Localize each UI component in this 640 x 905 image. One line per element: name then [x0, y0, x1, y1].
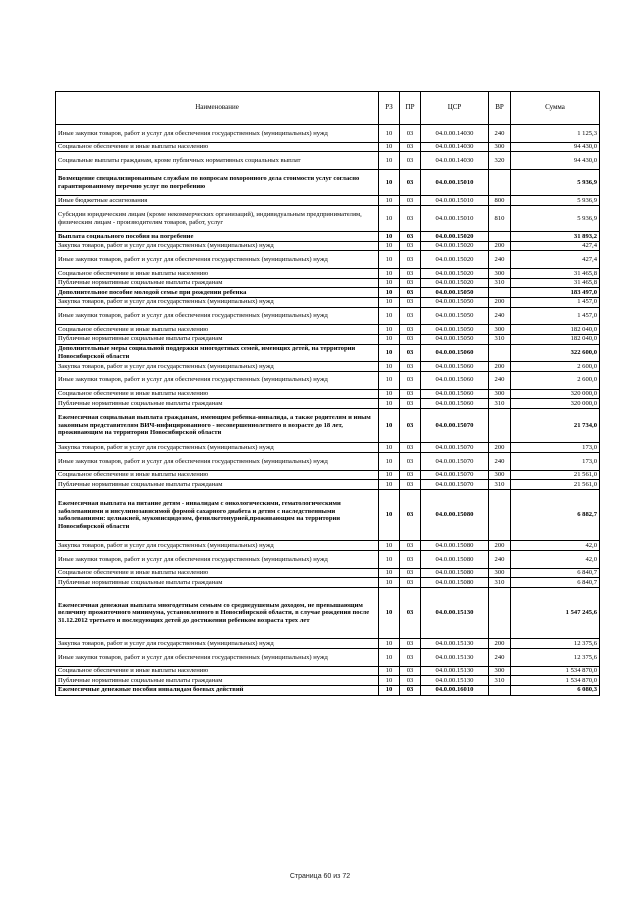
- cell-name: Иные закупки товаров, работ и услуг для обеспечения государственных (муниципальных) нужд: [56, 371, 379, 389]
- cell-rz: 10: [379, 241, 400, 251]
- cell-pr: 03: [400, 344, 421, 362]
- cell-sum: 21 734,0: [511, 408, 600, 443]
- cell-pr: 03: [400, 649, 421, 667]
- cell-csr: 04.0.00.15130: [421, 639, 489, 649]
- cell-rz: 10: [379, 480, 400, 490]
- cell-sum: 320 000,0: [511, 389, 600, 399]
- cell-pr: 03: [400, 232, 421, 242]
- cell-vr: [489, 588, 511, 639]
- cell-sum: 31 893,2: [511, 232, 600, 242]
- cell-sum: 12 375,6: [511, 649, 600, 667]
- cell-rz: 10: [379, 676, 400, 686]
- cell-sum: 1 457,0: [511, 297, 600, 307]
- cell-vr: 310: [489, 334, 511, 344]
- cell-sum: 6 840,7: [511, 578, 600, 588]
- cell-sum: 42,0: [511, 541, 600, 551]
- cell-name: Публичные нормативные социальные выплаты гражданам: [56, 480, 379, 490]
- table-row: [56, 453, 600, 471]
- table-row: [56, 480, 600, 490]
- table-row: [56, 588, 600, 639]
- cell-sum: 1 534 870,0: [511, 666, 600, 676]
- cell-name: Иные закупки товаров, работ и услуг для обеспечения государственных (муниципальных) нужд: [56, 453, 379, 471]
- cell-name: Иные закупки товаров, работ и услуг для обеспечения государственных (муниципальных) нужд: [56, 551, 379, 569]
- cell-rz: 10: [379, 399, 400, 409]
- cell-csr: 04.0.00.14030: [421, 152, 489, 170]
- cell-name: Социальные выплаты гражданам, кроме публичных нормативных социальных выплат: [56, 152, 379, 170]
- cell-rz: 10: [379, 142, 400, 152]
- table-row: [56, 232, 600, 242]
- cell-sum: 6 882,7: [511, 490, 600, 541]
- table-row: [56, 142, 600, 152]
- cell-vr: 240: [489, 371, 511, 389]
- cell-name: Иные закупки товаров, работ и услуг для обеспечения государственных (муниципальных) нужд: [56, 251, 379, 269]
- table-row: [56, 344, 600, 362]
- cell-vr: [489, 170, 511, 196]
- cell-pr: 03: [400, 278, 421, 288]
- cell-vr: 310: [489, 578, 511, 588]
- cell-rz: 10: [379, 362, 400, 372]
- cell-rz: 10: [379, 588, 400, 639]
- cell-vr: 300: [489, 666, 511, 676]
- cell-pr: 03: [400, 125, 421, 143]
- cell-vr: [489, 344, 511, 362]
- cell-rz: 10: [379, 269, 400, 279]
- cell-rz: 10: [379, 551, 400, 569]
- cell-csr: 04.0.00.16010: [421, 685, 489, 695]
- cell-csr: 04.0.00.15060: [421, 362, 489, 372]
- cell-csr: 04.0.00.15050: [421, 307, 489, 325]
- cell-vr: 240: [489, 251, 511, 269]
- cell-csr: 04.0.00.15080: [421, 490, 489, 541]
- cell-name: Ежемесячная выплата на питание детям - инвалидам с онкологическими, гематологическими заболеваниями и инсулинозависимой формой сахарного диабета и детям с наследственными заболеваниями: целиакией, муковисцидозом, фенилкетонурией,проживающим на территории Новосибирской области: [56, 490, 379, 541]
- cell-csr: 04.0.00.15060: [421, 399, 489, 409]
- cell-vr: 240: [489, 125, 511, 143]
- cell-rz: 10: [379, 334, 400, 344]
- cell-vr: [489, 232, 511, 242]
- table-row: [56, 541, 600, 551]
- cell-sum: 1 534 870,0: [511, 676, 600, 686]
- cell-csr: 04.0.00.15020: [421, 251, 489, 269]
- page-number: Страница 60 из 72: [289, 873, 351, 880]
- cell-sum: 182 040,0: [511, 334, 600, 344]
- cell-vr: 810: [489, 205, 511, 231]
- cell-rz: 10: [379, 251, 400, 269]
- cell-rz: 10: [379, 152, 400, 170]
- cell-pr: 03: [400, 334, 421, 344]
- cell-name: Закупка товаров, работ и услуг для государственных (муниципальных) нужд: [56, 362, 379, 372]
- cell-name: Ежемесячная денежная выплата многодетным семьям со среднедушевым доходом, не превышающим величину прожиточного минимума, установленного в Новосибирской области, в случае рождения после 31.12.2012 третьего и последующих детей до достижения ребенком возраста трех лет: [56, 588, 379, 639]
- cell-pr: 03: [400, 470, 421, 480]
- cell-vr: 300: [489, 325, 511, 335]
- cell-sum: 1 457,0: [511, 307, 600, 325]
- cell-pr: 03: [400, 371, 421, 389]
- table-row: [56, 371, 600, 389]
- cell-rz: 10: [379, 568, 400, 578]
- cell-vr: 200: [489, 443, 511, 453]
- cell-sum: 5 936,9: [511, 170, 600, 196]
- cell-vr: 200: [489, 362, 511, 372]
- cell-vr: 310: [489, 480, 511, 490]
- cell-vr: [489, 685, 511, 695]
- cell-sum: 94 430,0: [511, 152, 600, 170]
- cell-name: Иные закупки товаров, работ и услуг для обеспечения государственных (муниципальных) нужд: [56, 307, 379, 325]
- cell-csr: 04.0.00.15070: [421, 453, 489, 471]
- cell-vr: 320: [489, 152, 511, 170]
- cell-vr: 240: [489, 551, 511, 569]
- table-row: [56, 685, 600, 695]
- cell-name: Публичные нормативные социальные выплаты гражданам: [56, 334, 379, 344]
- cell-name: Закупка товаров, работ и услуг для государственных (муниципальных) нужд: [56, 297, 379, 307]
- cell-pr: 03: [400, 389, 421, 399]
- cell-csr: 04.0.00.15050: [421, 325, 489, 335]
- cell-sum: 320 000,0: [511, 399, 600, 409]
- cell-csr: 04.0.00.15060: [421, 371, 489, 389]
- cell-name: Публичные нормативные социальные выплаты гражданам: [56, 278, 379, 288]
- cell-rz: 10: [379, 205, 400, 231]
- cell-pr: 03: [400, 588, 421, 639]
- cell-pr: 03: [400, 152, 421, 170]
- cell-name: Социальное обеспечение и иные выплаты населению: [56, 568, 379, 578]
- cell-rz: 10: [379, 541, 400, 551]
- cell-pr: 03: [400, 170, 421, 196]
- table-row: [56, 362, 600, 372]
- cell-rz: 10: [379, 453, 400, 471]
- cell-pr: 03: [400, 325, 421, 335]
- cell-rz: 10: [379, 297, 400, 307]
- cell-vr: 310: [489, 399, 511, 409]
- table-row: [56, 307, 600, 325]
- cell-name: Закупка товаров, работ и услуг для государственных (муниципальных) нужд: [56, 639, 379, 649]
- cell-csr: 04.0.00.15050: [421, 297, 489, 307]
- table-row: [56, 241, 600, 251]
- table-row: [56, 288, 600, 298]
- cell-rz: 10: [379, 666, 400, 676]
- table-row: [56, 269, 600, 279]
- cell-sum: 5 936,9: [511, 205, 600, 231]
- cell-pr: 03: [400, 551, 421, 569]
- cell-rz: 10: [379, 344, 400, 362]
- cell-name: Закупка товаров, работ и услуг для государственных (муниципальных) нужд: [56, 241, 379, 251]
- cell-name: Социальное обеспечение и иные выплаты населению: [56, 666, 379, 676]
- cell-rz: 10: [379, 307, 400, 325]
- cell-csr: 04.0.00.15010: [421, 196, 489, 206]
- cell-csr: 04.0.00.15070: [421, 480, 489, 490]
- cell-name: Ежемесячная социальная выплата гражданам, имеющим ребенка-инвалида, а также родителям и иным законным представителям ВИЧ-инфицированного - несовершеннолетнего в возрасте до 18 лет, проживающим на территории Новосибирской области: [56, 408, 379, 443]
- cell-csr: 04.0.00.15050: [421, 334, 489, 344]
- table-row: [56, 152, 600, 170]
- cell-vr: 200: [489, 297, 511, 307]
- cell-pr: 03: [400, 362, 421, 372]
- cell-vr: 240: [489, 453, 511, 471]
- cell-vr: 300: [489, 470, 511, 480]
- cell-vr: 300: [489, 269, 511, 279]
- table-row: [56, 578, 600, 588]
- cell-vr: 300: [489, 389, 511, 399]
- cell-vr: [489, 288, 511, 298]
- cell-name: Закупка товаров, работ и услуг для государственных (муниципальных) нужд: [56, 443, 379, 453]
- cell-csr: 04.0.00.15060: [421, 344, 489, 362]
- header-vr: ВР: [489, 92, 511, 125]
- cell-vr: 240: [489, 307, 511, 325]
- table-body: [56, 125, 600, 696]
- header-pr: ПР: [400, 92, 421, 125]
- cell-pr: 03: [400, 408, 421, 443]
- cell-pr: 03: [400, 639, 421, 649]
- table-row: [56, 297, 600, 307]
- cell-pr: 03: [400, 196, 421, 206]
- table-row: [56, 325, 600, 335]
- cell-rz: 10: [379, 490, 400, 541]
- table-row: [56, 639, 600, 649]
- cell-sum: 21 561,0: [511, 480, 600, 490]
- table-row: [56, 408, 600, 443]
- cell-csr: 04.0.00.14030: [421, 125, 489, 143]
- cell-csr: 04.0.00.15130: [421, 676, 489, 686]
- cell-sum: 427,4: [511, 241, 600, 251]
- table-row: [56, 490, 600, 541]
- cell-rz: 10: [379, 685, 400, 695]
- budget-table: [55, 91, 600, 696]
- cell-pr: 03: [400, 685, 421, 695]
- cell-pr: 03: [400, 490, 421, 541]
- cell-sum: 6 080,3: [511, 685, 600, 695]
- cell-vr: 310: [489, 278, 511, 288]
- cell-pr: 03: [400, 205, 421, 231]
- cell-name: Дополнительное пособие молодой семье при рождении ребенка: [56, 288, 379, 298]
- cell-csr: 04.0.00.15070: [421, 408, 489, 443]
- cell-name: Закупка товаров, работ и услуг для государственных (муниципальных) нужд: [56, 541, 379, 551]
- cell-sum: 1 547 245,6: [511, 588, 600, 639]
- cell-sum: 322 600,0: [511, 344, 600, 362]
- cell-csr: 04.0.00.15080: [421, 541, 489, 551]
- cell-sum: 42,0: [511, 551, 600, 569]
- cell-pr: 03: [400, 297, 421, 307]
- table-row: [56, 334, 600, 344]
- table-row: [56, 251, 600, 269]
- cell-rz: 10: [379, 288, 400, 298]
- table-row: [56, 470, 600, 480]
- cell-vr: 200: [489, 541, 511, 551]
- cell-vr: 300: [489, 142, 511, 152]
- cell-csr: 04.0.00.14030: [421, 142, 489, 152]
- table-row: [56, 443, 600, 453]
- cell-sum: 2 600,0: [511, 362, 600, 372]
- cell-vr: 240: [489, 649, 511, 667]
- cell-csr: 04.0.00.15070: [421, 443, 489, 453]
- cell-name: Публичные нормативные социальные выплаты гражданам: [56, 399, 379, 409]
- cell-vr: 200: [489, 241, 511, 251]
- cell-csr: 04.0.00.15020: [421, 278, 489, 288]
- cell-name: Ежемесячные денежные пособия инвалидам боевых действий: [56, 685, 379, 695]
- cell-rz: 10: [379, 325, 400, 335]
- table-row: [56, 278, 600, 288]
- cell-csr: 04.0.00.15080: [421, 568, 489, 578]
- cell-pr: 03: [400, 269, 421, 279]
- cell-vr: [489, 408, 511, 443]
- cell-sum: 173,0: [511, 443, 600, 453]
- table-row: [56, 676, 600, 686]
- cell-rz: 10: [379, 170, 400, 196]
- cell-name: Возмещение специализированным службам по вопросам похоронного дела стоимости услуг согласно гарантированному перечню услуг по погребению: [56, 170, 379, 196]
- cell-csr: 04.0.00.15010: [421, 170, 489, 196]
- cell-csr: 04.0.00.15130: [421, 666, 489, 676]
- cell-pr: 03: [400, 453, 421, 471]
- cell-pr: 03: [400, 578, 421, 588]
- cell-vr: 200: [489, 639, 511, 649]
- table-row: [56, 389, 600, 399]
- cell-vr: 310: [489, 676, 511, 686]
- cell-name: Субсидии юридическим лицам (кроме некоммерческих организаций), индивидуальным предпринимателям, физическим лицам - производителям товаров, работ, услуг: [56, 205, 379, 231]
- cell-rz: 10: [379, 278, 400, 288]
- cell-name: Социальное обеспечение и иные выплаты населению: [56, 269, 379, 279]
- cell-sum: 21 561,0: [511, 470, 600, 480]
- table-row: [56, 649, 600, 667]
- cell-rz: 10: [379, 371, 400, 389]
- cell-name: Публичные нормативные социальные выплаты гражданам: [56, 578, 379, 588]
- cell-sum: 31 465,8: [511, 278, 600, 288]
- cell-rz: 10: [379, 639, 400, 649]
- cell-csr: 04.0.00.15080: [421, 578, 489, 588]
- cell-pr: 03: [400, 251, 421, 269]
- table-row: [56, 125, 600, 143]
- cell-rz: 10: [379, 232, 400, 242]
- cell-sum: 173,0: [511, 453, 600, 471]
- table-row: [56, 568, 600, 578]
- cell-rz: 10: [379, 408, 400, 443]
- cell-sum: 94 430,0: [511, 142, 600, 152]
- cell-sum: 12 375,6: [511, 639, 600, 649]
- cell-name: Социальное обеспечение и иные выплаты населению: [56, 325, 379, 335]
- header-sum: Сумма: [511, 92, 600, 125]
- cell-rz: 10: [379, 196, 400, 206]
- cell-csr: 04.0.00.15020: [421, 269, 489, 279]
- cell-name: Иные закупки товаров, работ и услуг для обеспечения государственных (муниципальных) нужд: [56, 125, 379, 143]
- cell-vr: [489, 490, 511, 541]
- cell-pr: 03: [400, 307, 421, 325]
- header-csr: ЦСР: [421, 92, 489, 125]
- cell-sum: 2 600,0: [511, 371, 600, 389]
- cell-sum: 182 040,0: [511, 325, 600, 335]
- table-row: [56, 399, 600, 409]
- cell-vr: 300: [489, 568, 511, 578]
- cell-name: Социальное обеспечение и иные выплаты населению: [56, 142, 379, 152]
- cell-name: Публичные нормативные социальные выплаты гражданам: [56, 676, 379, 686]
- header-name: Наименование: [56, 92, 379, 125]
- table-row: [56, 551, 600, 569]
- cell-csr: 04.0.00.15060: [421, 389, 489, 399]
- cell-csr: 04.0.00.15080: [421, 551, 489, 569]
- cell-name: Социальное обеспечение и иные выплаты населению: [56, 389, 379, 399]
- cell-sum: 183 497,0: [511, 288, 600, 298]
- cell-csr: 04.0.00.15130: [421, 649, 489, 667]
- table-row: [56, 196, 600, 206]
- cell-sum: 6 840,7: [511, 568, 600, 578]
- header-row: [56, 92, 600, 125]
- cell-rz: 10: [379, 443, 400, 453]
- cell-vr: 800: [489, 196, 511, 206]
- cell-csr: 04.0.00.15020: [421, 232, 489, 242]
- cell-pr: 03: [400, 666, 421, 676]
- cell-pr: 03: [400, 568, 421, 578]
- cell-sum: 31 465,8: [511, 269, 600, 279]
- cell-pr: 03: [400, 480, 421, 490]
- cell-pr: 03: [400, 443, 421, 453]
- cell-csr: 04.0.00.15050: [421, 288, 489, 298]
- cell-pr: 03: [400, 399, 421, 409]
- cell-pr: 03: [400, 288, 421, 298]
- cell-name: Дополнительные меры социальной поддержки многодетных семей, имеющих детей, на территории Новосибирской области: [56, 344, 379, 362]
- cell-name: Иные закупки товаров, работ и услуг для обеспечения государственных (муниципальных) нужд: [56, 649, 379, 667]
- cell-sum: 1 125,3: [511, 125, 600, 143]
- table-row: [56, 666, 600, 676]
- cell-pr: 03: [400, 676, 421, 686]
- cell-rz: 10: [379, 125, 400, 143]
- cell-sum: 427,4: [511, 251, 600, 269]
- table-row: [56, 205, 600, 231]
- cell-rz: 10: [379, 389, 400, 399]
- cell-csr: 04.0.00.15070: [421, 470, 489, 480]
- cell-pr: 03: [400, 241, 421, 251]
- cell-name: Социальное обеспечение и иные выплаты населению: [56, 470, 379, 480]
- cell-csr: 04.0.00.15010: [421, 205, 489, 231]
- cell-csr: 04.0.00.15020: [421, 241, 489, 251]
- cell-name: Иные бюджетные ассигнования: [56, 196, 379, 206]
- cell-sum: 5 936,9: [511, 196, 600, 206]
- cell-rz: 10: [379, 649, 400, 667]
- cell-rz: 10: [379, 578, 400, 588]
- table-row: [56, 170, 600, 196]
- cell-pr: 03: [400, 142, 421, 152]
- cell-rz: 10: [379, 470, 400, 480]
- header-rz: РЗ: [379, 92, 400, 125]
- cell-pr: 03: [400, 541, 421, 551]
- cell-csr: 04.0.00.15130: [421, 588, 489, 639]
- cell-name: Выплата социального пособия на погребение: [56, 232, 379, 242]
